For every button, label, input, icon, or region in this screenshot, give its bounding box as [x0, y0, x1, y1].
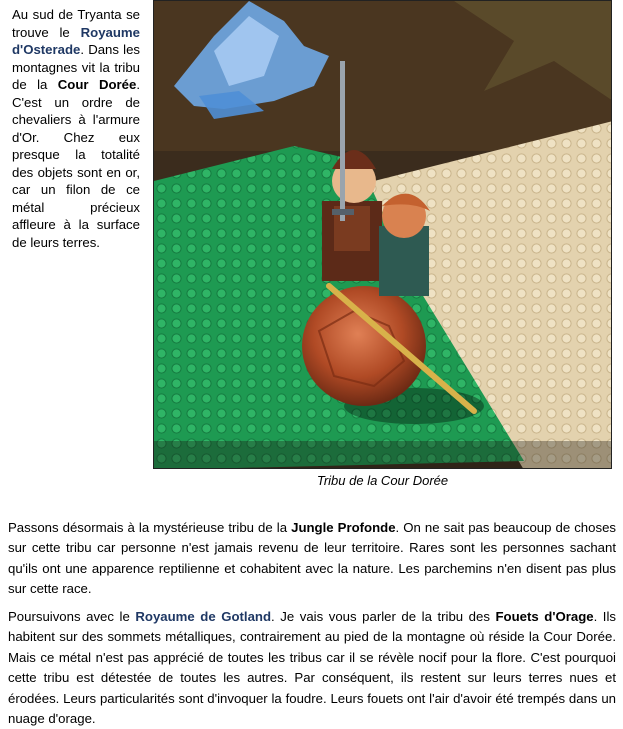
- lego-scene-illustration: [154, 1, 612, 469]
- intro-text-3: . C'est un ordre de chevaliers à l'armure d'Or. Chez eux presque la totalité des objets sont en or, car un filon de ce métal précieux affleure à la surface de leurs terres.: [12, 77, 140, 250]
- kingdom-osterade-highlight: Royaume d'Osterade: [12, 24, 140, 57]
- kingdom-gotland-highlight: Royaume de Gotland: [135, 609, 272, 624]
- tribe-cour-doree-bold: Cour Dorée: [57, 77, 137, 92]
- jungle-paragraph: [8, 518, 616, 600]
- tribe-fouets-orage-bold: Fouets d'Orage: [495, 609, 594, 624]
- jungle-profonde-bold: Jungle Profonde: [291, 520, 396, 535]
- intro-paragraph: [12, 6, 140, 251]
- photo-caption: Tribu de la Cour Dorée: [316, 473, 449, 488]
- gotland-text-1: Poursuivons avec le: [8, 609, 136, 624]
- gotland-paragraph: [8, 607, 616, 729]
- gotland-text-3: . Ils habitent sur des sommets métalliques, contrairement au pied de la montagne où réside la Cour Dorée. Mais ce métal n'est pas apprécié de toutes les tribus car il se révèle nocif pour la flore. C'est pourquoi cette tribu est détestée de toutes les autres. Par conséquent, ils restent sur leurs terres nues et érodées. Leurs particularités sont d'invoquer la foudre. Leurs fouets ont l'air d'avoir été trempés dans un nuage d'orage.: [8, 609, 616, 727]
- jungle-text-1: Passons désormais à la mystérieuse tribu de la: [8, 520, 292, 535]
- gotland-text-2: . Je vais vous parler de la tribu des: [271, 609, 496, 624]
- lego-photo: [153, 0, 612, 469]
- jungle-text-2: . On ne sait pas beaucoup de choses sur cette tribu car personne n'est jamais revenu de leur territoire. Rares sont les personnes sachant qu'ils ont une apparence reptilienne et cohabitent avec la nature. Les parchemins n'en disent pas plus sur cette race.: [8, 520, 617, 597]
- intro-text-1: Au sud de Tryanta se trouve le: [12, 7, 140, 40]
- intro-text-2: . Dans les montagnes vit la tribu de la: [12, 42, 140, 92]
